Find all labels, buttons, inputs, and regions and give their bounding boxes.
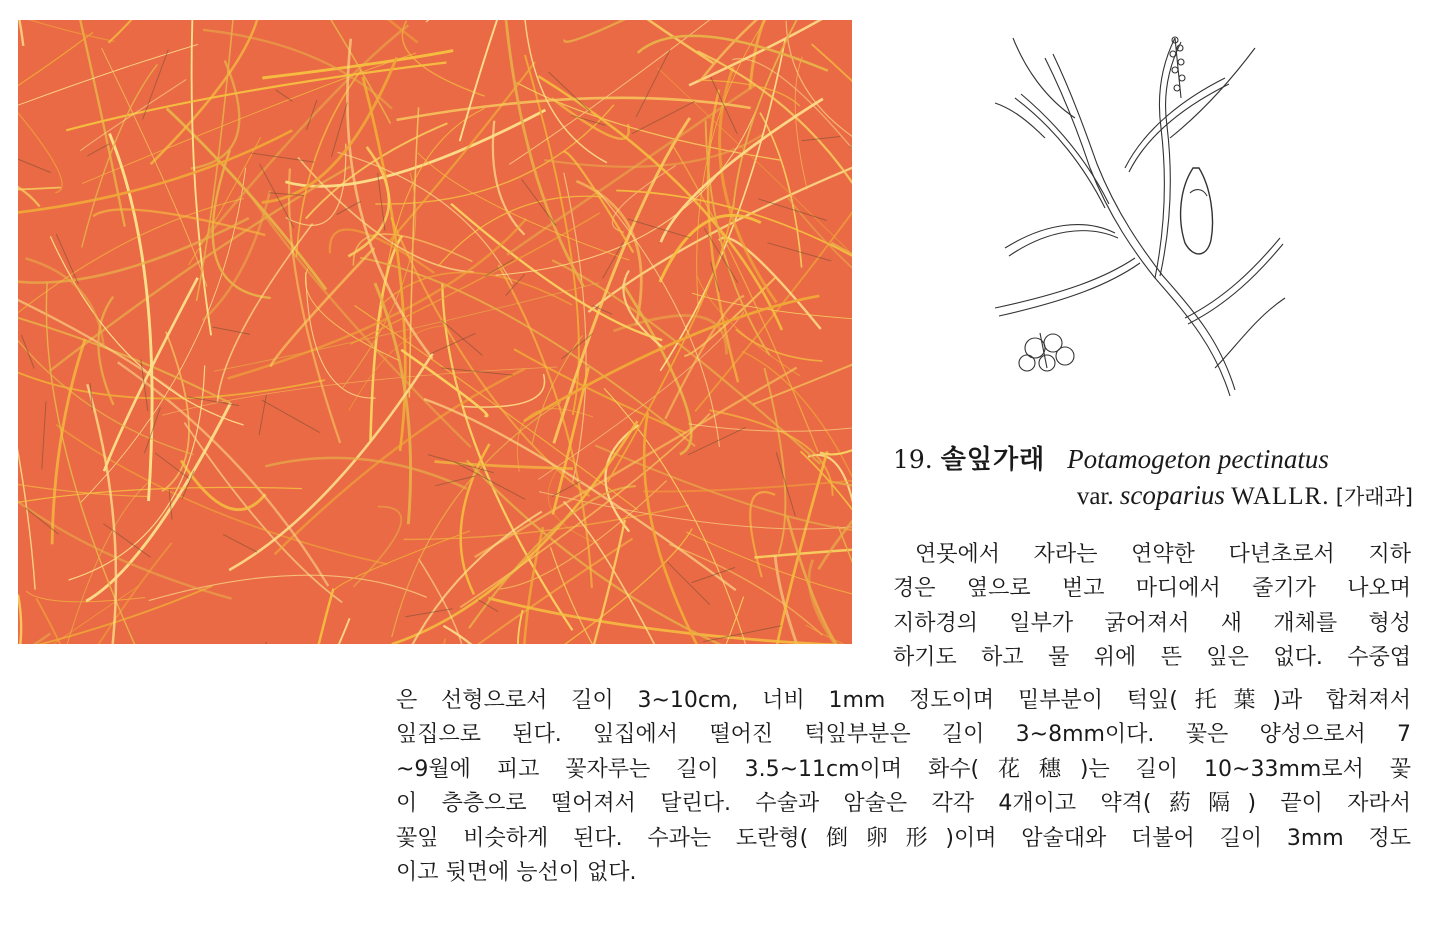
korean-name: 솔잎가래 [940,445,1046,475]
description-line: 꽃잎 비슷하게 된다. 수과는 도란형(倒卵形)이며 암술대와 더불어 길이 3mm 정도 [396,825,1411,851]
description-line: 지하경의 일부가 굵어져서 새 개체를 형성 [893,610,1411,636]
description-line: 연못에서 자라는 연약한 다년초로서 지하 [915,542,1411,567]
description-right-column [893,538,1411,676]
var-prefix: var. [1076,483,1114,510]
description-line: ~9월에 피고 꽃자루는 길이 3.5~11cm이며 화수(花穗)는 길이 10~33mm로서 꽃 [396,756,1411,782]
entry-title [893,442,1413,477]
description-line: 이고 뒷면에 능선이 없다. [396,859,637,885]
description-line: 은 선형으로서 길이 3~10cm, 너비 1mm 정도이며 밑부분이 턱잎(托葉)과 합쳐져서 [396,688,1411,713]
scientific-name: Potamogeton pectinatus [1067,444,1329,474]
specimen-photo [18,20,852,644]
family-name: [가래과] [1335,485,1413,509]
botanical-illustration [985,18,1290,403]
description-full-width [396,684,1411,890]
author-name: WALLR. [1231,483,1330,510]
entry-subtitle [1077,478,1413,514]
description-line: 이 층층으로 떨어져서 달린다. 수술과 암술은 각각 4개이고 약격(葯隔) 끝이 자라서 [396,791,1411,817]
specimen-photo-stems [18,20,852,644]
description-line: 잎집으로 된다. 잎집에서 떨어진 턱잎부분은 길이 3~8mm이다. 꽃은 양성으로서 7 [396,722,1411,748]
entry-number: 19. [893,445,933,474]
variety-name: scoparius [1119,480,1225,510]
description-line: 경은 옆으로 벋고 마디에서 줄기가 나오며 [893,576,1411,602]
description-line: 하기도 하고 물 위에 뜬 잎은 없다. 수중엽 [893,645,1411,671]
